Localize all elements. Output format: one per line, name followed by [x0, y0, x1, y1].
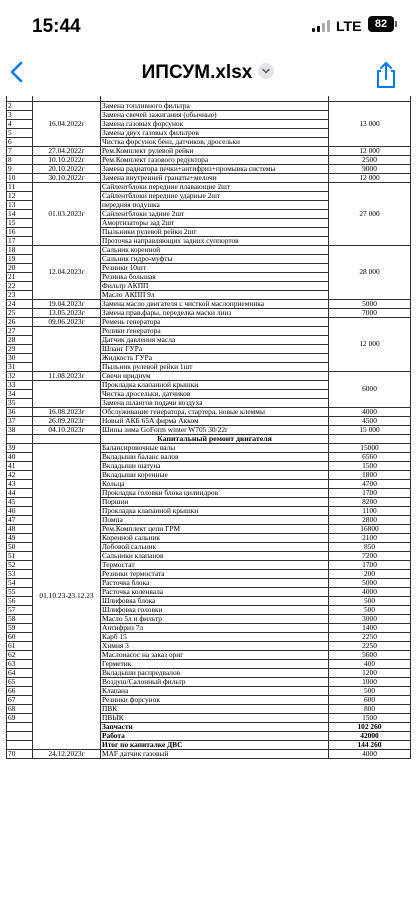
row-sum: 15 000	[329, 425, 411, 434]
row-number: 37	[7, 416, 33, 425]
row-sum: 500	[329, 605, 411, 614]
row-number: 57	[7, 605, 33, 614]
row-date: 27.04.2022г	[33, 146, 101, 155]
row-number: 66	[7, 686, 33, 695]
row-description: Замена шлангов подачи воздуха	[101, 398, 329, 407]
row-number: 13	[7, 200, 33, 209]
row-number: 40	[7, 452, 33, 461]
row-date: 26.09.2023г	[33, 416, 101, 425]
row-sum: 400	[329, 659, 411, 668]
row-number: 59	[7, 623, 33, 632]
total-label: Запчасти	[101, 722, 329, 731]
row-sum: 4000	[329, 749, 411, 758]
row-sum: 500	[329, 596, 411, 605]
row-number: 9	[7, 164, 33, 173]
row-number: 15	[7, 218, 33, 227]
row-description: Датчик давления масла	[101, 335, 329, 344]
row-sum: 1700	[329, 560, 411, 569]
row-description: Шлифовка блока	[101, 596, 329, 605]
row-description: Резинки термостата	[101, 569, 329, 578]
row-sum: 2250	[329, 632, 411, 641]
row-description: Сальник коренной	[101, 245, 329, 254]
row-number: 48	[7, 524, 33, 533]
row-number: 60	[7, 632, 33, 641]
row-number: 27	[7, 326, 33, 335]
row-sum: 27 000	[329, 182, 411, 245]
row-description: Шланг ГУРа	[101, 344, 329, 353]
row-description: Прокладка клапанной крышки	[101, 380, 329, 389]
status-time: 15:44	[32, 16, 81, 37]
row-number: 30	[7, 353, 33, 362]
row-number: 29	[7, 344, 33, 353]
row-description: Новый АКБ 65А фирма Акком	[101, 416, 329, 425]
row-sum: 1400	[329, 623, 411, 632]
total-sum: 144 260	[329, 740, 411, 749]
row-description: Рем.Комплект рулевой рейки	[101, 146, 329, 155]
row-sum: 6000	[329, 371, 411, 407]
document-title-button[interactable]	[0, 62, 416, 84]
row-description: Резинки форсунок	[101, 695, 329, 704]
table-row	[7, 164, 411, 173]
row-number: 52	[7, 560, 33, 569]
row-date: 10.10.2022г	[33, 155, 101, 164]
row-description: Вкладыши распредвалов	[101, 668, 329, 677]
row-description: Свечи иридиум	[101, 371, 329, 380]
row-description: Расточка коленвала	[101, 587, 329, 596]
row-description: Резинки 10шт	[101, 263, 329, 272]
row-sum: 1100	[329, 506, 411, 515]
row-number: 35	[7, 398, 33, 407]
row-number: 5	[7, 128, 33, 137]
total-sum: 102 260	[329, 722, 411, 731]
row-number: 54	[7, 578, 33, 587]
row-number: 33	[7, 380, 33, 389]
row-description: Маслонасос на заказ ориг	[101, 650, 329, 659]
table-row	[7, 416, 411, 425]
row-description: Поршни	[101, 497, 329, 506]
row-number: 31	[7, 362, 33, 371]
row-sum: 12 000	[329, 173, 411, 182]
row-sum: 1700	[329, 488, 411, 497]
row-description: Помпа	[101, 515, 329, 524]
row-number: 25	[7, 308, 33, 317]
row-sum: 200	[329, 569, 411, 578]
row-number: 67	[7, 695, 33, 704]
spreadsheet-view[interactable]	[6, 96, 410, 759]
row-description: Вкладыши шатуна	[101, 461, 329, 470]
row-number: 23	[7, 290, 33, 299]
table-row	[7, 173, 411, 182]
signal-icon	[312, 20, 330, 32]
row-description: MAF датчик газовый	[101, 749, 329, 758]
row-description: Масло АКПП 9л	[101, 290, 329, 299]
row-description: Сайлентблоки задние 2шт	[101, 209, 329, 218]
table-row	[7, 308, 411, 317]
row-number: 68	[7, 704, 33, 713]
row-sum: 4700	[329, 479, 411, 488]
battery-tip	[395, 21, 397, 27]
row-number: 53	[7, 569, 33, 578]
row-description: Замена радиатора печки+антифриз+промывка системы	[101, 164, 329, 173]
row-description: Лобовой сальник	[101, 542, 329, 551]
row-description: Прокладка клапанной крышки	[101, 506, 329, 515]
row-description: Кольца	[101, 479, 329, 488]
row-number: 16	[7, 227, 33, 236]
table-row	[7, 299, 411, 308]
section-row	[7, 434, 411, 443]
row-number: 38	[7, 425, 33, 434]
row-number: 41	[7, 461, 33, 470]
row-number: 21	[7, 272, 33, 281]
row-number: 65	[7, 677, 33, 686]
row-number: 11	[7, 182, 33, 191]
row-sum: 5000	[329, 578, 411, 587]
row-description: Обслуживание генератора, стартера, новые клеммы	[101, 407, 329, 416]
row-sum: 8200	[329, 497, 411, 506]
row-sum: 1500	[329, 461, 411, 470]
row-description: Клапана	[101, 686, 329, 695]
row-sum: 800	[329, 704, 411, 713]
row-description: ПВЫК	[101, 713, 329, 722]
row-description: Вкладыши коренные	[101, 470, 329, 479]
row-description: Замена свечей зажигания (обычные)	[101, 110, 329, 119]
row-sum: 13 000	[329, 101, 411, 146]
row-sum: 4000	[329, 587, 411, 596]
row-date: 30.10.2022г	[33, 173, 101, 182]
row-description: Резинка большая	[101, 272, 329, 281]
row-description: Ролики генератора	[101, 326, 329, 335]
row-description: Амортизаторы зад 2шт	[101, 218, 329, 227]
row-date: 12.04.2023г	[33, 245, 101, 299]
row-number: 69	[7, 713, 33, 722]
row-description: Пыльники рулевой рейки 2шт	[101, 227, 329, 236]
row-description: Чистка форсунок бенз, датчиков, дросельки	[101, 137, 329, 146]
row-description: Жидкость ГУРа	[101, 353, 329, 362]
row-number: 47	[7, 515, 33, 524]
row-description: Балансировочные валы	[101, 443, 329, 452]
row-description: Карб 15	[101, 632, 329, 641]
status-bar	[0, 0, 416, 50]
row-date: 04.10.2023г	[33, 425, 101, 434]
total-label: Итог по капиталке ДВС	[101, 740, 329, 749]
table-row	[7, 407, 411, 416]
row-sum: 5600	[329, 650, 411, 659]
row-sum: 9000	[329, 164, 411, 173]
row-number: 46	[7, 506, 33, 515]
row-number: 32	[7, 371, 33, 380]
repair-table	[6, 96, 411, 759]
row-number: 22	[7, 281, 33, 290]
row-number: 44	[7, 488, 33, 497]
section-title: Капитальный ремонт двигателя	[101, 434, 329, 443]
total-label: Работа	[101, 731, 329, 740]
row-description: ПВК	[101, 704, 329, 713]
row-number: 49	[7, 533, 33, 542]
row-description: Сайлентблоки передние ударные 2шт	[101, 191, 329, 200]
table-row	[7, 443, 411, 452]
total-sum: 42000	[329, 731, 411, 740]
row-description: Расточка блока	[101, 578, 329, 587]
row-sum: 2800	[329, 515, 411, 524]
row-sum: 3000	[329, 614, 411, 623]
chevron-down-icon	[258, 63, 274, 79]
row-description: Рем.Комплект цепи ГРМ	[101, 524, 329, 533]
row-date: 09.06.2023г	[33, 317, 101, 326]
table-row	[7, 146, 411, 155]
row-description: Герметик	[101, 659, 329, 668]
row-sum: 2250	[329, 641, 411, 650]
row-description: Коренной сальник	[101, 533, 329, 542]
row-number: 56	[7, 596, 33, 605]
row-sum: 600	[329, 695, 411, 704]
row-sum: 500	[329, 686, 411, 695]
row-description: Проточка направляющих задних суппортов	[101, 236, 329, 245]
row-number: 64	[7, 668, 33, 677]
row-number: 39	[7, 443, 33, 452]
row-sum: 850	[329, 542, 411, 551]
row-description: передняя подушка	[101, 200, 329, 209]
row-date: 16.04.2022г	[33, 101, 101, 146]
row-sum: 28 000	[329, 245, 411, 299]
row-description: Замена топливного фильтра	[101, 101, 329, 110]
row-sum: 16800	[329, 524, 411, 533]
row-number: 28	[7, 335, 33, 344]
row-description: Рем.Комплект газового редуктора	[101, 155, 329, 164]
row-number: 63	[7, 659, 33, 668]
row-number: 7	[7, 146, 33, 155]
row-date: 13.05.2023г	[33, 308, 101, 317]
row-number: 55	[7, 587, 33, 596]
table-row	[7, 425, 411, 434]
row-date: 11.08.2023г	[33, 371, 101, 380]
row-number: 17	[7, 236, 33, 245]
row-sum: 4500	[329, 416, 411, 425]
row-date: 19.04.2023г	[33, 299, 101, 308]
row-number: 36	[7, 407, 33, 416]
row-number: 62	[7, 650, 33, 659]
row-description: Замена газовых форсунок	[101, 119, 329, 128]
row-sum: 2100	[329, 533, 411, 542]
row-date: 01.10.23-23.12.23	[33, 443, 101, 749]
table-row	[7, 749, 411, 758]
row-number: 26	[7, 317, 33, 326]
row-number: 3	[7, 110, 33, 119]
row-number: 18	[7, 245, 33, 254]
row-description: Термостат	[101, 560, 329, 569]
nav-bar	[0, 50, 416, 96]
row-description: Сальники клапанов	[101, 551, 329, 560]
row-number: 10	[7, 173, 33, 182]
row-sum: 7200	[329, 551, 411, 560]
row-description: Вкладыши баланс валов	[101, 452, 329, 461]
row-sum: 7000	[329, 308, 411, 317]
row-number: 6	[7, 137, 33, 146]
row-number: 42	[7, 470, 33, 479]
row-number: 58	[7, 614, 33, 623]
row-date: 24.12.2023г	[33, 749, 101, 758]
network-type: LTE	[336, 18, 362, 34]
table-row	[7, 317, 411, 326]
row-sum: 4000	[329, 407, 411, 416]
row-sum: 1000	[329, 677, 411, 686]
row-date: 20.10.2022г	[33, 164, 101, 173]
row-sum: 15000	[329, 443, 411, 452]
row-description: Антифриз 7л	[101, 623, 329, 632]
row-sum: 1500	[329, 713, 411, 722]
row-number: 70	[7, 749, 33, 758]
row-number: 51	[7, 551, 33, 560]
row-sum: 2500	[329, 155, 411, 164]
row-description: Прокладка головки блока цилиндров	[101, 488, 329, 497]
row-number: 14	[7, 209, 33, 218]
row-description: Чистка дросельки, датчиков	[101, 389, 329, 398]
row-date: 16.08.2023г	[33, 407, 101, 416]
row-number: 19	[7, 254, 33, 263]
row-description: Замена прав.фары, переделка маски линз	[101, 308, 329, 317]
table-row	[7, 245, 411, 254]
row-number: 4	[7, 119, 33, 128]
row-sum: 1800	[329, 470, 411, 479]
row-sum: 1200	[329, 668, 411, 677]
row-number: 20	[7, 263, 33, 272]
row-number: 45	[7, 497, 33, 506]
row-sum: 5000	[329, 299, 411, 308]
row-description: Сальник гидро-муфты	[101, 254, 329, 263]
share-button[interactable]	[372, 60, 400, 90]
battery-icon: 82	[368, 16, 394, 32]
table-row	[7, 101, 411, 110]
row-number: 8	[7, 155, 33, 164]
row-number: 24	[7, 299, 33, 308]
row-sum: 12 000	[329, 317, 411, 371]
row-description: Ремень генератора	[101, 317, 329, 326]
row-date: 01.03.2023г	[33, 182, 101, 245]
row-number: 61	[7, 641, 33, 650]
row-description: Воздуш/Салонный фильтр	[101, 677, 329, 686]
row-description: Замена масло двигателя с чисткой маслоприемника	[101, 299, 329, 308]
row-description: Замена внутренней гранаты+мелочи	[101, 173, 329, 182]
table-row	[7, 371, 411, 380]
row-sum: 6560	[329, 452, 411, 461]
row-number: 12	[7, 191, 33, 200]
row-description: Пыльник рулевой рейки 1шт	[101, 362, 329, 371]
table-row	[7, 182, 411, 191]
row-number: 34	[7, 389, 33, 398]
row-sum: 12 000	[329, 146, 411, 155]
row-description: Сайлентблоки передние плавающие 2шт	[101, 182, 329, 191]
row-description: Шлифовка головки	[101, 605, 329, 614]
document-title: ИПСУМ.xlsx	[141, 62, 253, 83]
table-row	[7, 155, 411, 164]
row-number: 50	[7, 542, 33, 551]
row-number: 2	[7, 101, 33, 110]
share-icon	[372, 60, 400, 90]
row-description: Замена двух газовых фильтров	[101, 128, 329, 137]
row-number: 43	[7, 479, 33, 488]
row-description: Масло 5л и фильтр	[101, 614, 329, 623]
row-description: Шины зима GoForm winter W705 30/22г	[101, 425, 329, 434]
row-description: Фильтр АКПП	[101, 281, 329, 290]
row-description: Химия 3	[101, 641, 329, 650]
